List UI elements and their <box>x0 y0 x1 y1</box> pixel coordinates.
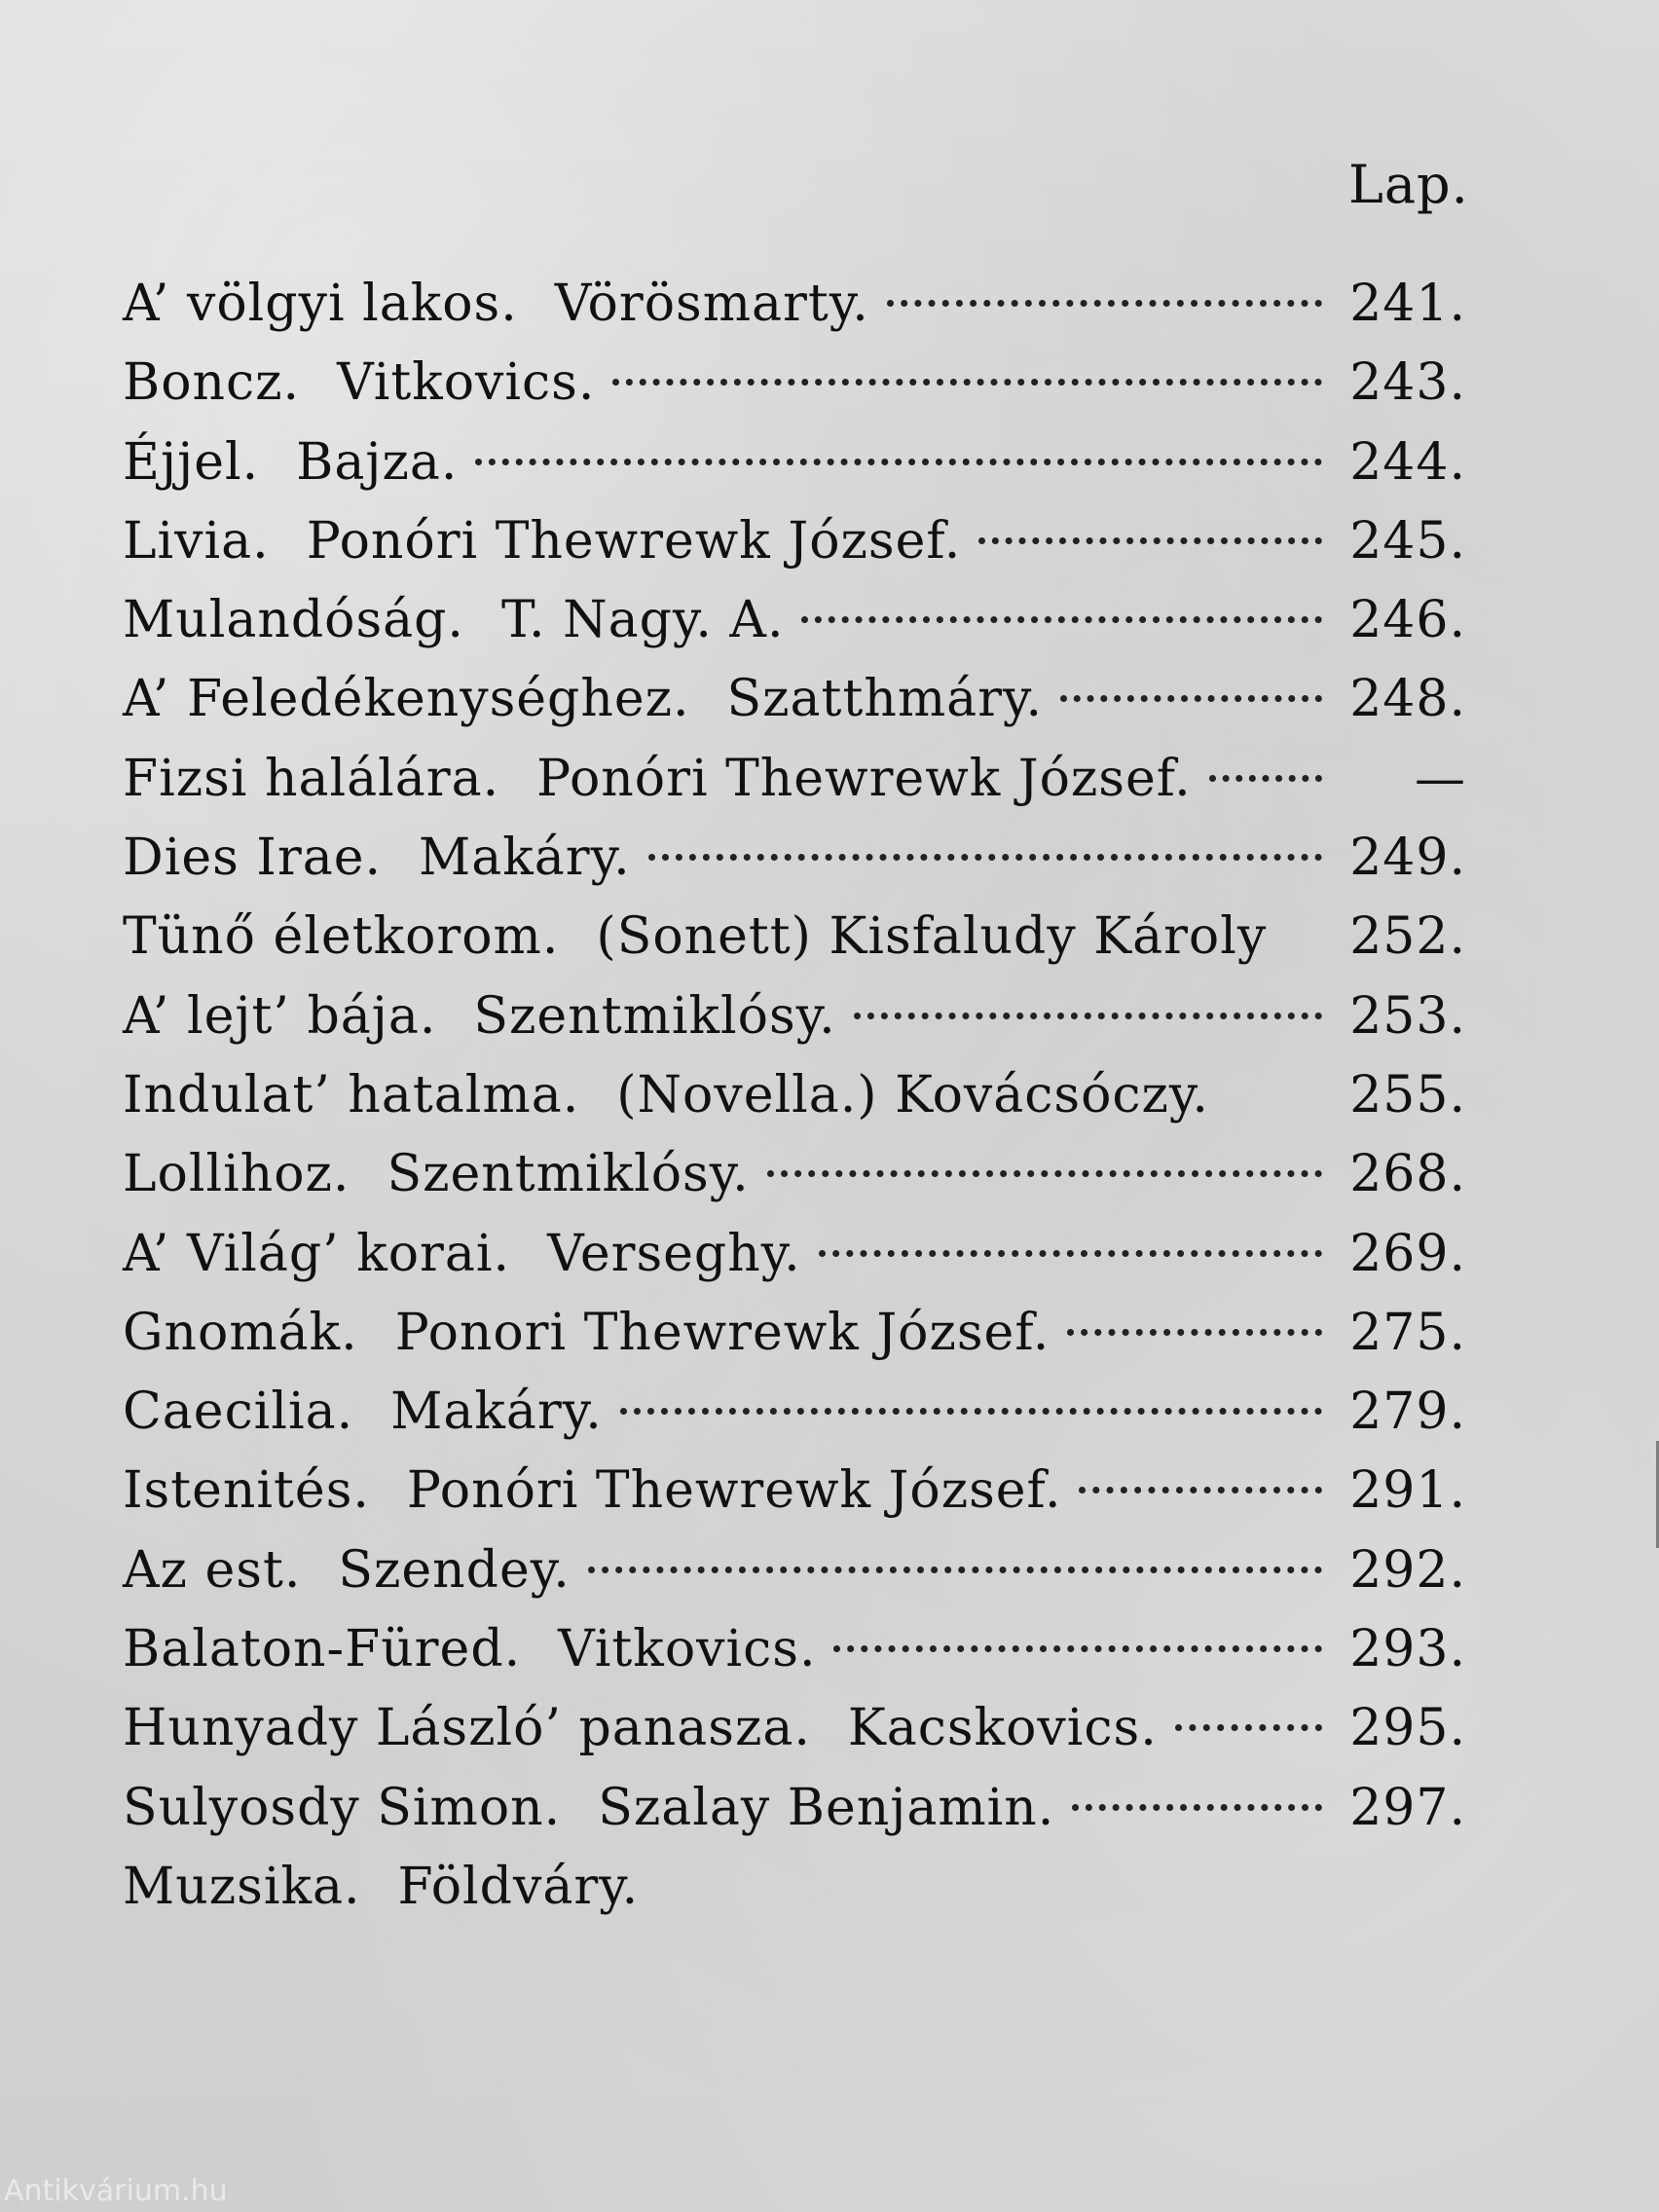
entry-author: Földváry. <box>397 1857 640 1916</box>
entry-title: Indulat’ hatalma. <box>123 1065 580 1124</box>
entry-author: Vitkovics. <box>337 353 596 413</box>
toc-entry <box>123 819 1466 898</box>
toc-entry <box>123 344 1466 423</box>
entry-title: Az est. <box>123 1540 302 1600</box>
entry-page-number: 252. <box>1349 907 1466 967</box>
entry-author: Verseghy. <box>547 1224 801 1283</box>
toc-entry <box>123 1769 1466 1848</box>
entry-author: Szendey. <box>338 1540 571 1600</box>
entry-page-number: 243. <box>1349 353 1466 413</box>
entry-page-number: 295. <box>1349 1699 1466 1758</box>
dot-leader <box>854 1013 1322 1019</box>
entry-title: Sulyosdy Simon. <box>123 1778 562 1837</box>
entry-author: Ponóri Thewrewk József. <box>536 749 1192 808</box>
entry-author: Bajza. <box>296 432 459 492</box>
entry-author: Szalay Benjamin. <box>598 1778 1055 1837</box>
toc-entry <box>123 1373 1466 1452</box>
dot-leader <box>475 459 1322 465</box>
toc-entry <box>123 502 1466 581</box>
dot-leader <box>1284 933 1322 940</box>
entry-author: Makáry. <box>390 1382 603 1442</box>
entry-page-number: 253. <box>1349 986 1466 1046</box>
entry-title: Mulandóság. <box>123 591 464 650</box>
dot-leader <box>1209 775 1322 782</box>
entry-title: Boncz. <box>123 353 301 413</box>
entry-title: Éjjel. <box>123 432 260 492</box>
entry-page-number: 246. <box>1349 591 1466 650</box>
table-of-contents <box>123 265 1466 1927</box>
dot-leader <box>1072 1804 1322 1811</box>
entry-page-number: 269. <box>1349 1224 1466 1283</box>
entry-page-number: 293. <box>1349 1620 1466 1679</box>
toc-entry <box>123 1215 1466 1294</box>
entry-title: Muzsika. <box>123 1857 361 1916</box>
entry-author: Ponóri Thewrewk József. <box>406 1461 1062 1521</box>
dot-leader <box>978 537 1322 544</box>
entry-title: A’ lejt’ bája. <box>123 986 437 1046</box>
entry-title: Caecilia. <box>123 1382 354 1442</box>
entry-author: Vörösmarty. <box>554 275 869 333</box>
entry-title: Lollihoz. <box>123 1145 350 1204</box>
toc-entry <box>123 424 1466 502</box>
entry-author: Szentmiklósy. <box>387 1145 750 1204</box>
toc-entry <box>123 1452 1466 1530</box>
toc-entry <box>123 1848 1466 1927</box>
toc-entry <box>123 265 1466 344</box>
entry-author: Ponóri Thewrewk József. <box>306 511 962 571</box>
entry-title: A’ völgyi lakos. <box>123 275 518 333</box>
dot-leader <box>819 1250 1322 1257</box>
entry-page-number: 248. <box>1349 670 1466 729</box>
entry-author: Szatthmáry. <box>726 670 1044 729</box>
entry-author: Vitkovics. <box>558 1620 817 1679</box>
dot-leader <box>1079 1487 1322 1493</box>
toc-entry <box>123 898 1466 977</box>
toc-entry <box>123 1294 1466 1373</box>
entry-title: Dies Irae. <box>123 829 383 888</box>
entry-page-number: 244. <box>1349 432 1466 492</box>
entry-author: Makáry. <box>419 829 631 888</box>
dot-leader <box>612 379 1322 386</box>
dot-leader <box>1227 1091 1322 1098</box>
dot-leader <box>767 1170 1322 1177</box>
entry-page-number: 268. <box>1349 1145 1466 1204</box>
entry-title: Tünő életkorom. <box>123 907 560 967</box>
entry-author: (Novella.) Kovácsóczy. <box>616 1065 1209 1124</box>
toc-entry <box>123 1610 1466 1689</box>
entry-title: Hunyady László’ panasza. <box>123 1699 811 1758</box>
entry-page-number: 275. <box>1349 1303 1466 1362</box>
entry-title: Gnomák. <box>123 1303 358 1362</box>
entry-page-number: 241. <box>1349 275 1466 333</box>
watermark: Antikvárium.hu <box>4 2174 228 2208</box>
toc-entry <box>123 660 1466 739</box>
entry-author: (Sonett) Kisfaludy Károly <box>596 907 1268 967</box>
entry-author: Ponori Thewrewk József. <box>394 1303 1051 1362</box>
entry-page-number: 297. <box>1349 1778 1466 1837</box>
entry-author: Kacskovics. <box>847 1699 1158 1758</box>
entry-title: Fizsi halálára. <box>123 749 500 808</box>
entry-page-number: 292. <box>1349 1540 1466 1600</box>
entry-page-number: — <box>1415 749 1466 808</box>
toc-entry <box>123 740 1466 819</box>
entry-page-number: 245. <box>1349 511 1466 571</box>
dot-leader <box>801 616 1322 623</box>
toc-entry <box>123 1531 1466 1610</box>
entry-page-number: 255. <box>1349 1065 1466 1124</box>
page-column-header: Lap. <box>1348 154 1469 215</box>
entry-page-number: 291. <box>1349 1461 1466 1521</box>
entry-title: A’ Világ’ korai. <box>123 1224 511 1283</box>
entry-title: Balaton-Füred. <box>123 1620 522 1679</box>
dot-leader <box>887 300 1322 307</box>
entry-title: Istenités. <box>123 1461 370 1521</box>
entry-title: A’ Feledékenységhez. <box>123 670 690 729</box>
dot-leader <box>620 1408 1322 1415</box>
dot-leader <box>833 1645 1322 1652</box>
dot-leader <box>588 1567 1322 1573</box>
toc-entry <box>123 1135 1466 1214</box>
dot-leader <box>1175 1724 1322 1731</box>
entry-title: Livia. <box>123 511 270 571</box>
toc-entry <box>123 581 1466 660</box>
entry-page-number: 249. <box>1349 829 1466 888</box>
toc-entry <box>123 1689 1466 1768</box>
dot-leader <box>648 854 1322 861</box>
entry-author: Szentmiklósy. <box>473 986 836 1046</box>
entry-page-number: 279. <box>1349 1382 1466 1442</box>
entry-author: T. Nagy. A. <box>500 591 785 650</box>
dot-leader <box>1067 1329 1322 1336</box>
toc-entry <box>123 1056 1466 1135</box>
dot-leader <box>1060 695 1322 702</box>
toc-entry <box>123 977 1466 1056</box>
